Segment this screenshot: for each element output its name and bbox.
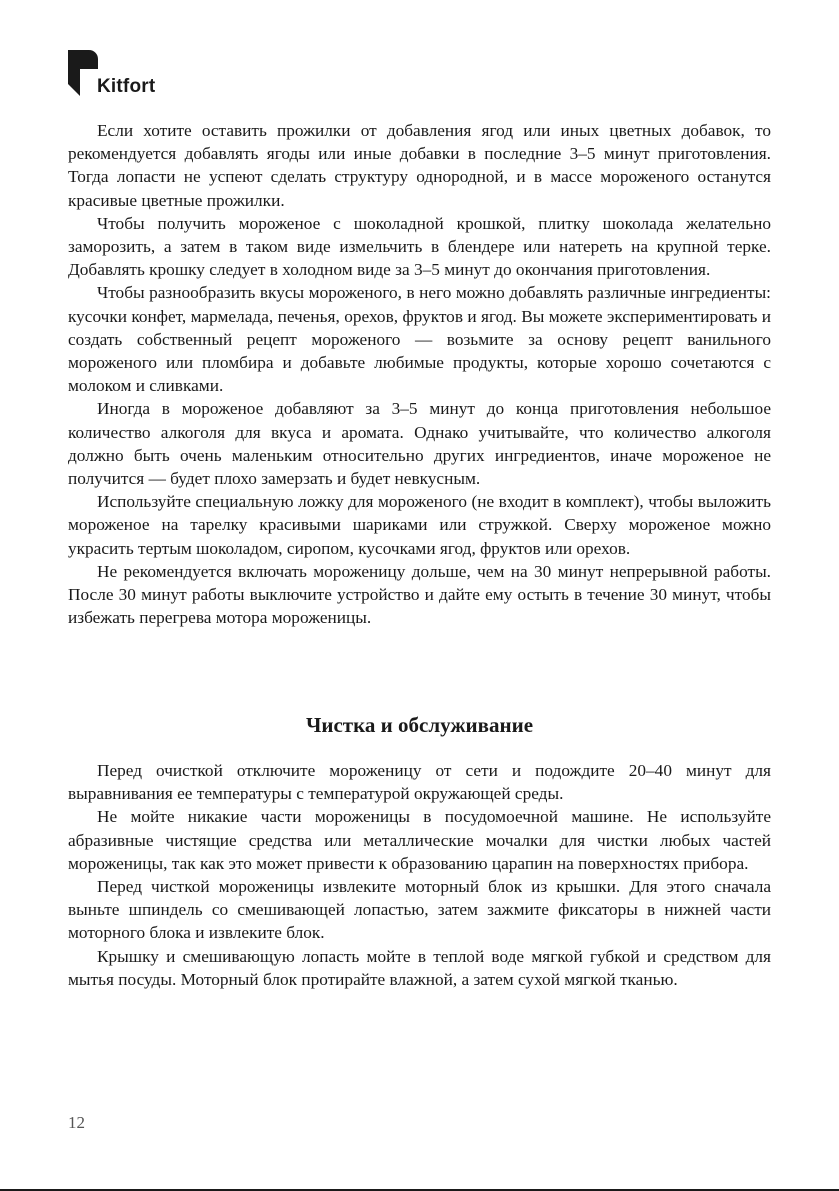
paragraph: Не рекомендуется включать мороженицу дольше, чем на 30 минут непрерывной работы. После 30 минут работы выключите устройство и дайте ему остыть в течение 30 минут, чтобы избежать перегрева мотора мороженицы. [68,561,771,628]
paragraph: Перед чисткой мороженицы извлеките моторный блок из крышки. Для этого сначала выньте шпиндель со смешивающей лопастью, затем зажмите фиксаторы в нижней части моторного блока и извлеките блок. [68,877,771,943]
body-text-top [68,119,771,629]
paragraph: Не мойте никакие части мороженицы в посудомоечной машине. Не используйте абразивные чистящие средства или металлические мочалки для чистки любых частей мороженицы, так как это может привести к образованию царапин на поверхностях прибора. [68,807,771,873]
body-text-section [68,759,771,991]
brand-name: Kitfort [97,76,156,97]
page-number: 12 [68,1113,85,1132]
paragraph: Иногда в мороженое добавляют за 3–5 минут до конца приготовления небольшое количество алкоголя для вкуса и аромата. Однако учитывайте, что количество алкоголя должно быть очень маленьким относительно других ингредиентов, иначе мороженое не получится — будет плохо замерзать и будет невкусным. [68,399,771,489]
kitfort-logo-icon [68,50,98,96]
paragraph: Чтобы получить мороженое с шоколадной крошкой, плитку шоколада желательно заморозить, а затем в таком виде измельчить в блендере или натереть на крупной терке. Добавлять крошку следует в холодном виде за 3–5 минут до окончания приготовления. [68,213,771,280]
paragraph: Перед очисткой отключите мороженицу от сети и подождите 20–40 минут для выравнивания ее температуры с температурой окружающей среды. [68,761,771,804]
paragraph: Если хотите оставить прожилки от добавления ягод или иных цветных добавок, то рекомендуется добавлять ягоды или иные добавки в последние 3–5 минут приготовления. Тогда лопасти не успеют сделать структуру однородной, и в массе мороженого останутся красивые цветные прожилки. [68,121,771,210]
section-heading: Чистка и обслуживание [305,713,534,737]
paragraph: Используйте специальную ложку для мороженого (не входит в комплект), чтобы выложить мороженое на тарелку красивыми шариками или стружкой. Сверху мороженое можно украсить тертым шоколадом, сиропом, кусочками ягод, фруктов или орехов. [68,492,771,558]
paragraph: Чтобы разнообразить вкусы мороженого, в него можно добавлять различные ингредиенты: кусочки конфет, мармелада, печенья, орехов, фруктов и ягод. Вы можете экспериментировать и создать собственный рецепт мороженого — возьмите за основу рецепт ванильного мороженого или пломбира и добавьте любимые продукты, которые хорошо сочетаются с молоком и сливками. [68,283,771,396]
brand-logo [68,50,156,97]
paragraph: Крышку и смешивающую лопасть мойте в теплой воде мягкой губкой и средством для мытья посуды. Моторный блок протирайте влажной, а затем сухой мягкой тканью. [68,946,771,989]
